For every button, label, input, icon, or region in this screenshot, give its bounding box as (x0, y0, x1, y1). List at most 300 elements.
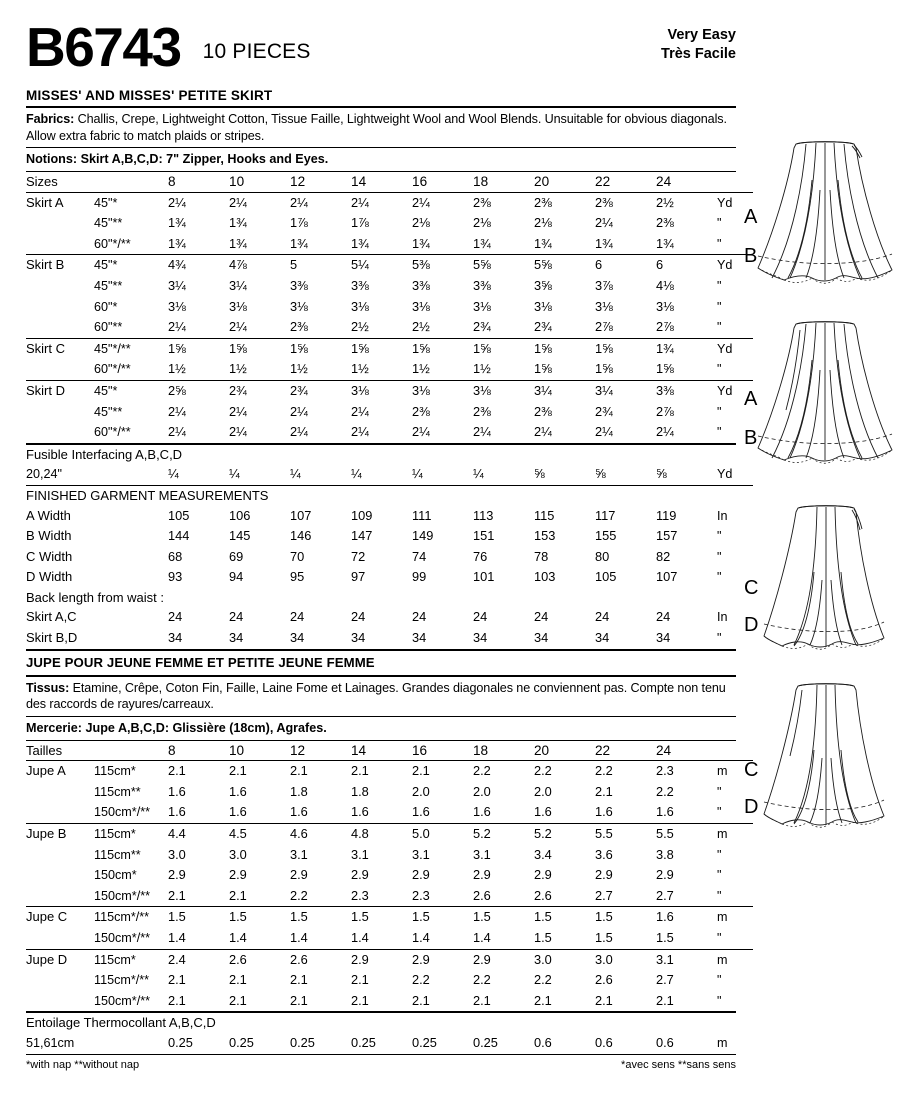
yardage-cell: 2¼ (229, 319, 247, 335)
fabric-width-cell: 45"* (94, 380, 168, 401)
measurement-label: 51,61cm (26, 1035, 75, 1050)
yardage-cell: 2⅛ (534, 215, 552, 231)
measurement-cell: 119 (656, 507, 677, 523)
row-group-label (26, 928, 94, 949)
measurement-label: D Width (26, 569, 73, 585)
measurement-cell: 153 (534, 528, 556, 544)
yardage-cell: 2.0 (473, 783, 491, 799)
unit-cell: m (717, 761, 753, 782)
french-interfacing-heading-text: Entoilage Thermocollant A,B,C,D (26, 1015, 216, 1031)
fabric-width-cell: 45"** (94, 278, 123, 293)
yardage-cell: 2⅛ (473, 215, 491, 231)
yardage-cell: 1.5 (229, 907, 290, 928)
yardage-cell: 2⅜ (595, 192, 656, 213)
size-header-cell: 14 (351, 742, 367, 758)
yardage-cell: 2.9 (534, 867, 552, 883)
unit-cell: " (717, 931, 722, 945)
table-row (26, 297, 753, 318)
yardage-cell: 4.4 (168, 824, 229, 845)
yardage-cell: 1.5 (290, 907, 351, 928)
illustration-cd-1 (744, 492, 904, 668)
english-sizes-header (26, 172, 753, 192)
yardage-cell: 2⅜ (656, 215, 674, 231)
size-header-cell: 14 (351, 174, 367, 189)
yardage-cell: 2.1 (412, 992, 430, 1008)
yardage-cell: 1.6 (473, 804, 491, 820)
measurement-cell: 105 (595, 569, 617, 585)
yardage-cell: 2¾ (229, 380, 290, 401)
table-row (26, 928, 753, 949)
tissus-paragraph (26, 677, 736, 716)
yardage-cell: 1⅝ (534, 338, 595, 359)
yardage-cell: 2.9 (412, 949, 473, 970)
measurement-cell: 34 (473, 630, 488, 646)
yardage-cell: 3.1 (656, 949, 717, 970)
difficulty-block (600, 26, 736, 64)
measurement-cell: 113 (473, 507, 494, 523)
measurement-cell: 145 (229, 528, 251, 544)
unit-cell: " (717, 278, 722, 293)
yardage-cell: 2⅞ (656, 403, 674, 419)
finished-measurements-heading (26, 485, 753, 505)
yardage-cell: 3⅛ (534, 298, 552, 314)
table-row (26, 234, 753, 255)
yardage-cell: 1.5 (168, 907, 229, 928)
fabric-width-cell: 150cm*/** (94, 993, 151, 1008)
yardage-cell: 1⅝ (473, 338, 534, 359)
yardage-cell: 2.9 (229, 867, 247, 883)
measurement-cell: ¼ (351, 466, 362, 482)
notions-label: Notions: (26, 152, 78, 166)
yardage-cell: 1¾ (168, 235, 186, 251)
fabric-width-cell: 60"* (94, 299, 118, 314)
table-row (26, 213, 753, 234)
yardage-cell: 3⅛ (351, 380, 412, 401)
yardage-cell: 2⅝ (168, 380, 229, 401)
yardage-cell: 3⅛ (473, 380, 534, 401)
yardage-cell: 2.2 (290, 887, 308, 903)
fabric-width-cell: 150cm* (94, 868, 137, 883)
yardage-cell: 4¾ (168, 255, 229, 276)
table-row (26, 338, 753, 359)
yardage-cell: 2.1 (351, 761, 412, 782)
notions-text: Skirt A,B,C,D: 7" Zipper, Hooks and Eyes. (80, 152, 329, 166)
footnote-french: *avec sens **sans sens (621, 1058, 736, 1071)
measurement-cell: 151 (473, 528, 495, 544)
yardage-cell: 2.1 (229, 887, 247, 903)
fabric-width-cell: 45"* (94, 255, 168, 276)
yardage-cell: 1⅞ (290, 215, 308, 231)
unit-cell: Yd (717, 380, 753, 401)
yardage-cell: 5.5 (595, 824, 656, 845)
yardage-cell: 5⅜ (412, 255, 473, 276)
yardage-cell: 2¼ (290, 403, 308, 419)
yardage-cell: 2.3 (656, 761, 717, 782)
mercerie-text: Jupe A,B,C,D: Glissière (18cm), Agrafes. (85, 720, 327, 735)
unit-cell: " (717, 216, 722, 231)
yardage-cell: 2¼ (595, 215, 613, 231)
measurement-cell: 97 (351, 569, 366, 585)
yardage-cell: 2.1 (168, 992, 186, 1008)
yardage-cell: 4.8 (351, 824, 412, 845)
yardage-cell: 1.8 (351, 783, 369, 799)
yardage-cell: 1.6 (351, 804, 369, 820)
yardage-cell: 1½ (351, 361, 369, 377)
yardage-cell: 2⅜ (534, 403, 552, 419)
back-length-heading (26, 588, 753, 608)
row-group-label (26, 886, 94, 907)
yardage-cell: 2.9 (473, 949, 534, 970)
fabric-width-cell: 45"** (94, 216, 123, 231)
yardage-cell: 1.6 (290, 804, 308, 820)
garment-title: MISSES' AND MISSES' PETITE SKIRT (26, 88, 273, 103)
measurement-cell: 68 (168, 548, 183, 564)
measurement-cell: 34 (412, 630, 427, 646)
illustration-ab-2 (744, 310, 904, 486)
measurement-cell: 155 (595, 528, 617, 544)
yardage-cell: 2.1 (412, 761, 473, 782)
yardage-cell: 2.1 (351, 972, 369, 988)
yardage-cell: 2.6 (595, 972, 613, 988)
yardage-cell: 2¼ (412, 424, 430, 440)
table-row (26, 824, 753, 845)
fabric-width-cell: 45"* (94, 192, 168, 213)
measurement-cell: 74 (412, 548, 427, 564)
unit-cell: " (717, 805, 722, 820)
row-group-label: Jupe B (26, 824, 94, 845)
illustration-label-c: C (744, 577, 759, 599)
measurement-cell: 0.25 (229, 1034, 254, 1050)
difficulty-english: Very Easy (667, 27, 736, 43)
yardage-cell: 3⅞ (595, 277, 613, 293)
yardage-cell: 1⅞ (351, 215, 369, 231)
fabric-width-cell: 115cm*/** (94, 973, 150, 988)
table-row (26, 380, 753, 401)
interfacing-heading-text: Fusible Interfacing A,B,C,D (26, 446, 183, 462)
unit-cell: " (717, 868, 722, 883)
yardage-cell: 1⅝ (595, 338, 656, 359)
yardage-cell: 3⅛ (595, 298, 613, 314)
yardage-cell: 3.4 (534, 846, 552, 862)
measurement-cell: 111 (412, 507, 432, 523)
unit-cell: m (717, 949, 753, 970)
fabric-width-cell: 60"*/** (94, 362, 131, 377)
yardage-cell: 5.2 (534, 824, 595, 845)
english-measurements-table (26, 445, 753, 649)
tissus-text: Etamine, Crêpe, Coton Fin, Faille, Laine Fome et Lainages. Grandes diagonales ne conviennent pas. Compte non tenu des raccords de rayures/carreaux. (26, 680, 726, 712)
table-row (26, 192, 753, 213)
table-row (26, 886, 753, 907)
illustration-label-c: C (744, 759, 759, 781)
yardage-cell: 3⅜ (656, 380, 717, 401)
table-row (26, 276, 753, 297)
row-group-label (26, 213, 94, 234)
measurement-cell: 34 (351, 630, 366, 646)
measurement-cell: 107 (290, 507, 312, 523)
yardage-cell: 2.2 (595, 761, 656, 782)
row-group-label (26, 845, 94, 866)
unit-cell: " (717, 973, 722, 988)
fabrics-label: Fabrics: (26, 112, 75, 126)
yardage-cell: 2.7 (656, 887, 674, 903)
yardage-cell: 3¼ (168, 277, 186, 293)
skirt-illustration-cd (744, 674, 904, 850)
yardage-cell: 2.4 (168, 949, 229, 970)
fabric-width-cell: 60"*/** (94, 236, 131, 251)
row-group-label (26, 970, 94, 991)
yardage-cell: 1⅝ (595, 361, 613, 377)
yardage-cell: 1.6 (656, 804, 674, 820)
size-header-cell: 20 (534, 742, 550, 758)
measurement-cell: 24 (168, 609, 183, 625)
unit-cell: " (717, 888, 722, 903)
yardage-cell: 1¾ (473, 235, 491, 251)
measurement-cell: ⅝ (656, 466, 667, 482)
yardage-cell: 1.5 (534, 907, 595, 928)
yardage-cell: 2¾ (534, 319, 552, 335)
difficulty-french: Très Facile (661, 46, 736, 62)
yardage-cell: 3.0 (229, 846, 247, 862)
measurement-label: Skirt B,D (26, 630, 78, 646)
measurement-cell: 95 (290, 569, 305, 585)
measurement-cell: 99 (412, 569, 427, 585)
yardage-cell: 4.5 (229, 824, 290, 845)
yardage-cell: 2.9 (473, 867, 491, 883)
yardage-cell: 2¼ (168, 424, 186, 440)
yardage-cell: 3.1 (351, 846, 369, 862)
yardage-cell: 2.9 (656, 867, 674, 883)
measurement-cell: 103 (534, 569, 556, 585)
measurement-cell: ⅝ (534, 466, 545, 482)
table-row (26, 802, 753, 823)
yardage-cell: 3.1 (412, 846, 430, 862)
yardage-cell: 3.0 (534, 949, 595, 970)
yardage-cell: 3⅛ (412, 298, 430, 314)
yardage-cell: 2¼ (229, 192, 290, 213)
measurement-cell: 105 (168, 507, 190, 523)
yardage-cell: 1.6 (412, 804, 430, 820)
yardage-cell: 2¼ (351, 424, 369, 440)
measurement-cell: 24 (473, 609, 488, 625)
yardage-cell: 1.6 (534, 804, 552, 820)
yardage-cell: 1.6 (595, 804, 613, 820)
row-group-label: Skirt D (26, 380, 94, 401)
measurement-cell: ¼ (473, 466, 484, 482)
illustration-ab-1 (744, 128, 904, 304)
measurement-cell: 24 (534, 609, 549, 625)
yardage-cell: 2.9 (351, 867, 369, 883)
measurement-cell: 117 (595, 507, 616, 523)
table-row (26, 782, 753, 803)
size-header-cell: 24 (656, 742, 672, 758)
yardage-cell: 1½ (473, 361, 491, 377)
yardage-cell: 3.8 (656, 846, 674, 862)
skirt-illustration-cd (744, 492, 904, 668)
row-group-label (26, 359, 94, 380)
fabric-width-cell: 115cm** (94, 784, 141, 799)
yardage-cell: 2.2 (473, 761, 534, 782)
yardage-cell: 3⅛ (229, 298, 247, 314)
size-header-cell: 10 (229, 742, 245, 758)
measurement-cell: ¼ (412, 466, 423, 482)
size-header-cell: 16 (412, 742, 428, 758)
table-row (26, 526, 753, 547)
measurement-cell: 0.6 (595, 1034, 613, 1050)
measurement-cell: 72 (351, 548, 366, 564)
row-group-label (26, 317, 94, 338)
size-header-cell: 18 (473, 742, 489, 758)
table-row (26, 359, 753, 380)
french-interfacing-heading (26, 1013, 753, 1033)
yardage-cell: 2.1 (229, 992, 247, 1008)
fabric-width-cell: 60"*/** (94, 425, 131, 440)
yardage-cell: 2.1 (595, 992, 613, 1008)
yardage-cell: 1.5 (473, 907, 534, 928)
fabric-width-cell: 115cm** (94, 847, 141, 862)
interfacing-heading (26, 445, 753, 465)
measurement-cell: ⅝ (595, 466, 606, 482)
yardage-cell: 2½ (656, 192, 717, 213)
yardage-cell: 3⅜ (351, 277, 369, 293)
footnote-english: *with nap **without nap (26, 1058, 140, 1071)
yardage-cell: 1⅝ (656, 361, 674, 377)
yardage-cell: 2.2 (534, 972, 552, 988)
measurement-cell: 34 (229, 630, 244, 646)
measurement-cell: 115 (534, 507, 555, 523)
table-row (26, 949, 753, 970)
pieces-count: 10 PIECES (202, 40, 311, 63)
row-group-label: Skirt B (26, 255, 94, 276)
measurement-cell: 157 (656, 528, 678, 544)
measurement-cell: 144 (168, 528, 190, 544)
yardage-cell: 2.1 (290, 761, 351, 782)
table-row (26, 255, 753, 276)
yardage-cell: 2.3 (351, 887, 369, 903)
size-header-cell: 8 (168, 742, 176, 758)
yardage-cell: 3.0 (595, 949, 656, 970)
yardage-cell: 3⅛ (290, 298, 308, 314)
yardage-cell: 1⅝ (229, 338, 290, 359)
yardage-cell: 2.1 (290, 992, 308, 1008)
unit-cell: In (717, 508, 728, 523)
yardage-cell: 2.1 (656, 992, 674, 1008)
unit-cell: Yd (717, 338, 753, 359)
yardage-cell: 1⅝ (534, 361, 552, 377)
unit-cell: " (717, 320, 722, 335)
table-row (26, 567, 753, 588)
row-group-label (26, 297, 94, 318)
illustration-label-b: B (744, 245, 758, 267)
size-header-cell: 22 (595, 742, 611, 758)
yardage-cell: 2.6 (290, 949, 351, 970)
sizes-label: Tailles (26, 742, 63, 758)
measurement-cell: 149 (412, 528, 434, 544)
yardage-cell: 1.5 (595, 907, 656, 928)
yardage-cell: 2.1 (595, 783, 613, 799)
yardage-cell: 1½ (290, 361, 308, 377)
row-group-label (26, 422, 94, 443)
fabric-width-cell: 150cm*/** (94, 931, 151, 945)
yardage-cell: 1.6 (229, 783, 247, 799)
table-row (26, 317, 753, 338)
measurement-cell: 146 (290, 528, 312, 544)
french-garment-title: JUPE POUR JEUNE FEMME ET PETITE JEUNE FEMME (26, 654, 375, 670)
measurement-cell: 76 (473, 548, 488, 564)
measurement-cell: 24 (412, 609, 427, 625)
illustration-label-a: A (744, 206, 758, 228)
measurement-cell: 34 (656, 630, 671, 646)
yardage-cell: 2¼ (351, 192, 412, 213)
fabric-width-cell: 150cm*/** (94, 888, 151, 903)
yardage-cell: 2¼ (595, 424, 613, 440)
illustration-column (744, 128, 904, 856)
yardage-cell: 2.2 (412, 972, 430, 988)
mercerie-line (26, 717, 736, 740)
yardage-cell: 2.9 (595, 867, 613, 883)
measurement-cell: ¼ (168, 466, 179, 482)
yardage-cell: 2.1 (168, 761, 229, 782)
unit-cell: Yd (717, 467, 733, 482)
measurement-cell: 93 (168, 569, 183, 585)
yardage-cell: 1.5 (595, 930, 613, 945)
yardage-cell: 2¼ (229, 403, 247, 419)
yardage-cell: 2.2 (534, 761, 595, 782)
fabric-width-cell: 60"** (94, 320, 123, 335)
yardage-cell: 3.1 (473, 846, 491, 862)
yardage-cell: 2.2 (473, 972, 491, 988)
table-row (26, 991, 753, 1012)
yardage-cell: 1¾ (351, 235, 369, 251)
unit-cell: Yd (717, 255, 753, 276)
fabric-width-cell: 115cm* (94, 949, 168, 970)
fabric-width-cell: 115cm* (94, 761, 168, 782)
measurement-cell: 101 (473, 569, 495, 585)
table-row (26, 402, 753, 423)
yardage-cell: 3⅝ (534, 277, 552, 293)
measurement-cell: 24 (290, 609, 305, 625)
yardage-cell: 2¾ (473, 319, 491, 335)
unit-cell: " (717, 570, 722, 585)
yardage-cell: 2¾ (290, 380, 351, 401)
yardage-cell: 1¾ (412, 235, 430, 251)
yardage-cell: 5.2 (473, 824, 534, 845)
yardage-cell: 5 (290, 255, 351, 276)
yardage-cell: 2¼ (168, 192, 229, 213)
yardage-cell: 2¼ (412, 192, 473, 213)
yardage-cell: 1¾ (534, 235, 552, 251)
yardage-cell: 1¾ (595, 235, 613, 251)
yardage-cell: 2½ (412, 319, 430, 335)
yardage-cell: 1½ (168, 361, 186, 377)
content-column (26, 88, 736, 1075)
measurement-label: A Width (26, 507, 71, 523)
yardage-cell: 5.5 (656, 824, 717, 845)
yardage-cell: 2¼ (534, 424, 552, 440)
unit-cell: Yd (717, 192, 753, 213)
size-header-cell: 20 (534, 174, 550, 189)
yardage-cell: 2.1 (229, 972, 247, 988)
table-row (26, 607, 753, 628)
fabric-width-cell: 115cm*/** (94, 907, 168, 928)
unit-cell: " (717, 404, 722, 419)
mercerie-label: Mercerie: (26, 720, 83, 735)
measurement-cell: 0.25 (473, 1034, 498, 1050)
unit-cell: " (717, 236, 722, 251)
size-header-cell: 12 (290, 174, 306, 189)
yardage-cell: 4⅛ (656, 277, 674, 293)
yardage-cell: 1.5 (534, 930, 552, 945)
unit-cell: " (717, 847, 722, 862)
